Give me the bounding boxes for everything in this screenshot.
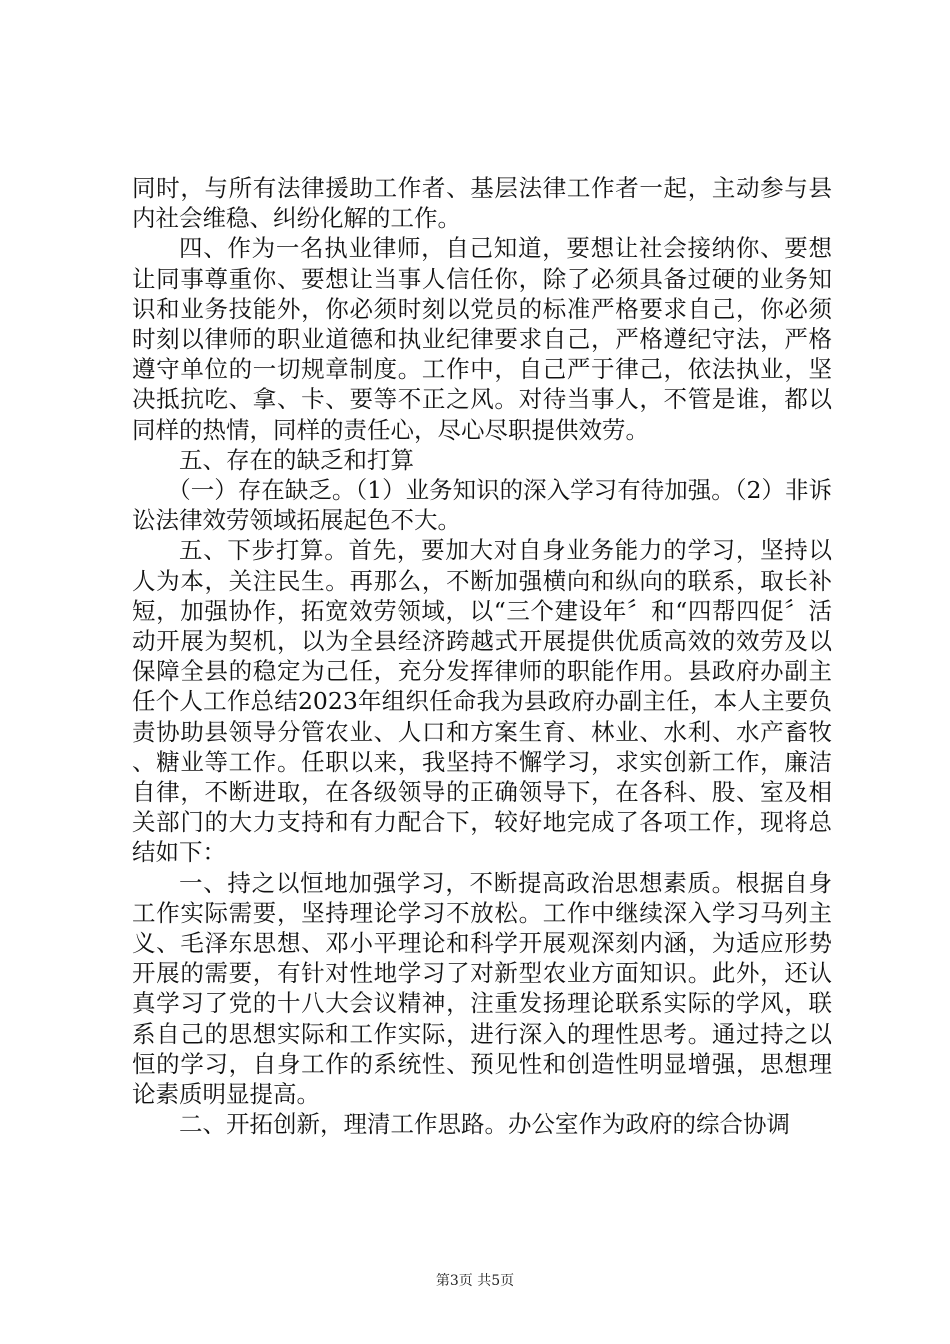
paragraph-continuation: 同时，与所有法律援助工作者、基层法律工作者一起，主动参与县内社会维稳、纠纷化解的工作。 [132, 174, 832, 233]
paragraph-innovation: 二、开拓创新，理清工作思路。办公室作为政府的综合协调 [179, 1110, 790, 1139]
paragraph-next-steps: 五、下步打算。首先，要加大对自身业务能力的学习，坚持以人为本，关注民生。再那么，不断加强横向和纵向的联系，取长补短，加强协作，拓宽效劳领域，以“三个建设年〞和“四帮四促〞活动开展为契机，以为全县经济跨越式开展提供优质高效的效劳及以保障全县的稳定为己任，充分发挥律师的职能作用。县政府办副主任个人工作总结2023年组织任命我为县政府办副主任，本人主要负责协助县领导分管农业、人口和方案生育、林业、水利、水产畜牧、糖业等工作。任职以来，我坚持不懈学习，求实创新工作，廉洁自律，不断进取，在各级领导的正确领导下，在各科、股、室及相关部门的大力支持和有力配合下，较好地完成了各项工作，现将总结如下： [132, 536, 832, 867]
paragraph-study: 一、持之以恒地加强学习，不断提高政治思想素质。根据自身工作实际需要，坚持理论学习不放松。工作中继续深入学习马列主义、毛泽东思想、邓小平理论和科学开展观深刻内涵，为适应形势开展的需要，有针对性地学习了对新型农业方面知识。此外，还认真学习了党的十八大会议精神，注重发扬理论联系实际的学风，联系自己的思想实际和工作实际，进行深入的理性思考。通过持之以恒的学习，自身工作的系统性、预见性和创造性明显增强，思想理论素质明显提高。 [132, 868, 832, 1109]
heading-shortcomings-and-plans: 五、存在的缺乏和打算 [179, 445, 414, 474]
paragraph-section-four: 四、作为一名执业律师，自己知道，要想让社会接纳你、要想让同事尊重你、要想让当事人信任你，除了必须具备过硬的业务知识和业务技能外，你必须时刻以党员的标准严格要求自己，你必须时刻以律师的职业道德和执业纪律要求自己，严格遵纪守法，严格遵守单位的一切规章制度。工作中，自己严于律己，依法执业，坚决抵抗吃、拿、卡、要等不正之风。对待当事人，不管是谁，都以同样的热情，同样的责任心，尽心尽职提供效劳。 [132, 234, 832, 444]
document-body [132, 173, 832, 1140]
page-number-label: 第3页 共5页 [435, 1273, 515, 1289]
paragraph-shortcomings: （一）存在缺乏。（1）业务知识的深入学习有待加强。（2）非诉讼法律效劳领域拓展起色不大。 [132, 476, 832, 535]
page-footer [0, 1270, 950, 1290]
